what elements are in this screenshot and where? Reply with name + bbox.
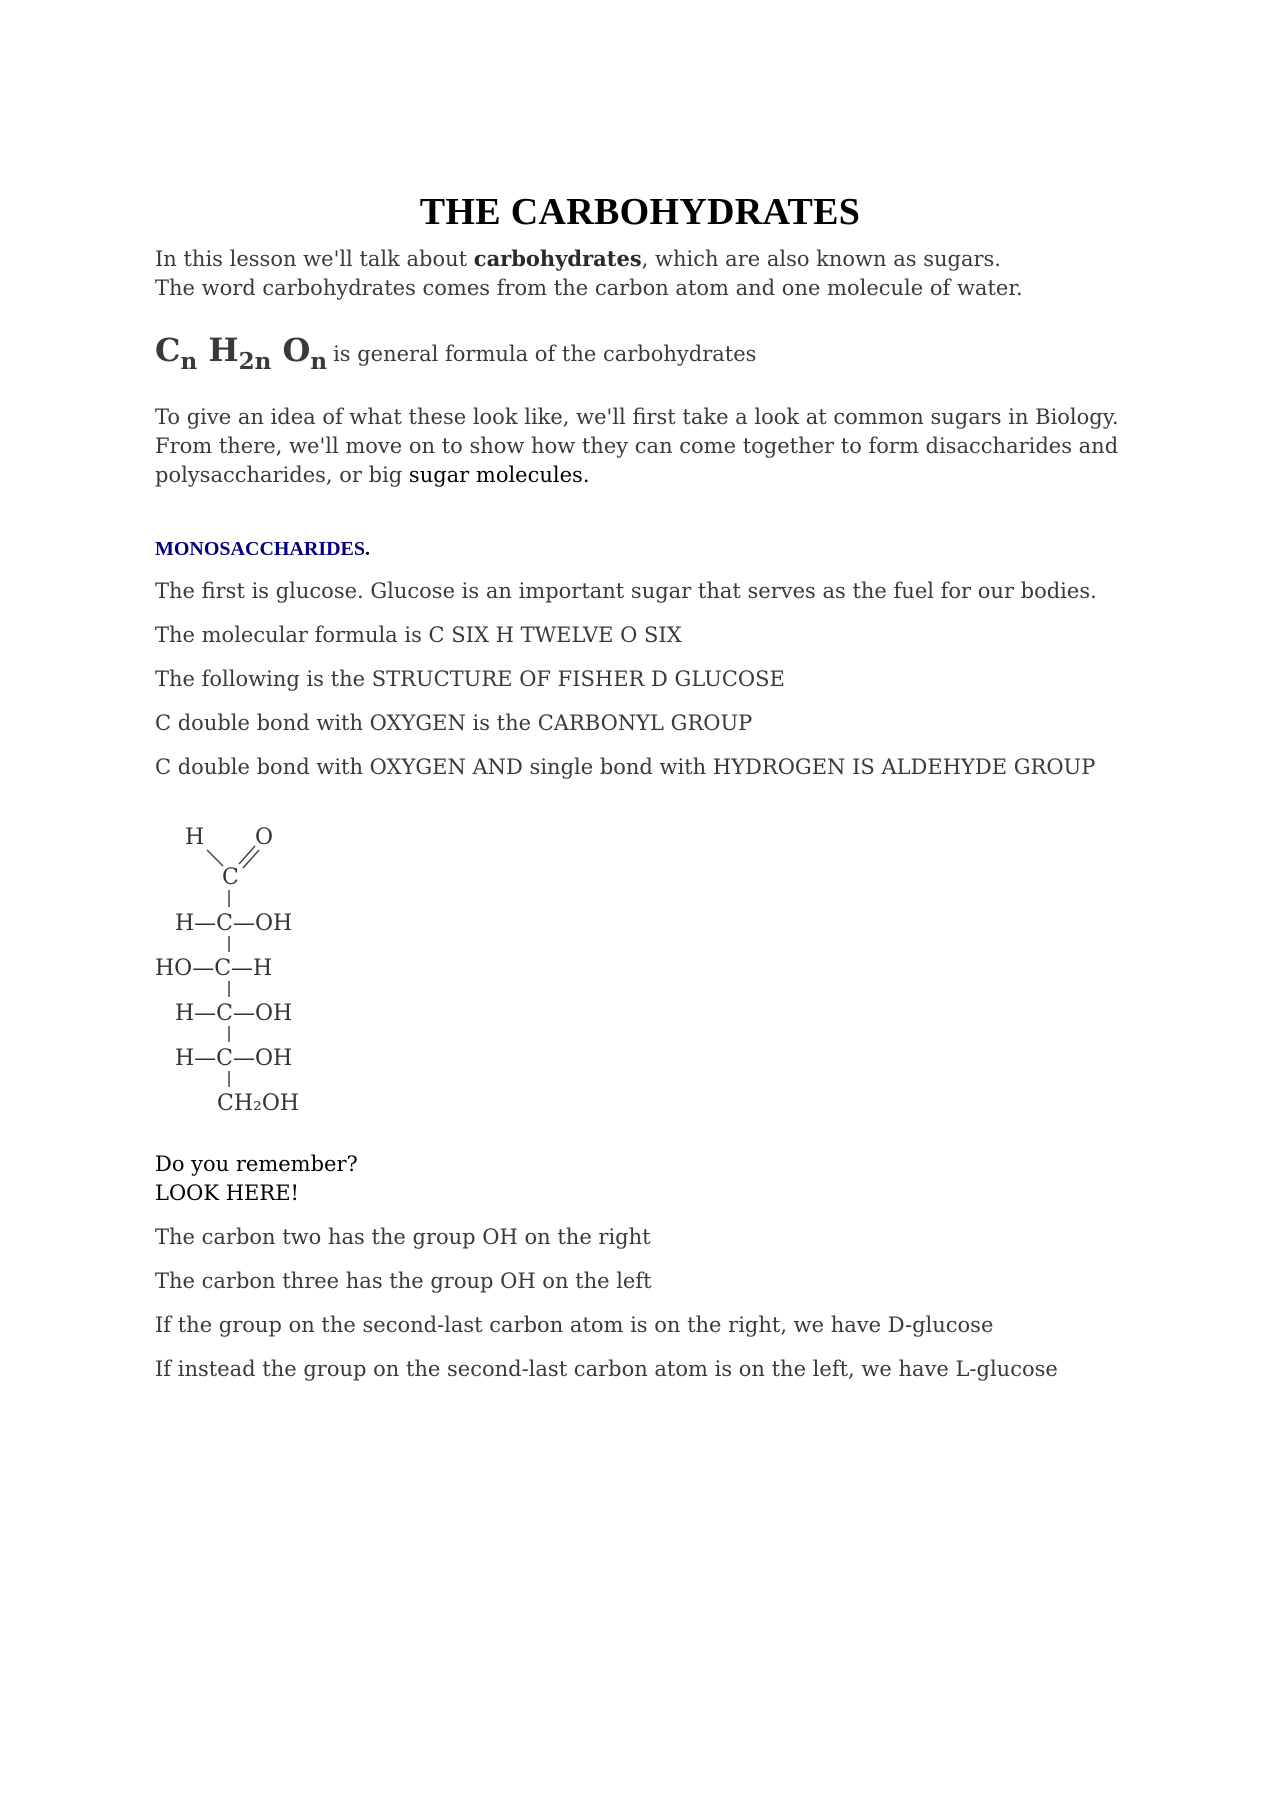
page-title: THE CARBOHYDRATES (419, 191, 861, 233)
general-formula-line (155, 331, 1125, 375)
structure-row-c2: H—C—OH (175, 911, 293, 936)
structure-row-c4: H—C—OH (175, 1001, 293, 1026)
monosaccharides-heading (155, 538, 1125, 561)
overview-line-1: To give an idea of what these look like, we'll first take a look at common sugars in Biology. (155, 405, 1119, 429)
intro-line-2: The word carbohydrates comes from the carbon atom and one molecule of water. (155, 276, 1023, 300)
structure-o-top: O (255, 825, 274, 850)
aldehyde-group-text: C double bond with OXYGEN AND single bond with HYDROGEN IS ALDEHYDE GROUP (155, 755, 1096, 779)
intro-text-end: , which are also known as sugars. (641, 247, 1001, 271)
formula-o: O (282, 331, 311, 369)
formula-c: C (155, 331, 181, 369)
overview-line-2-start: From there, we'll move on to show how they can come together to form disaccharides and polysaccharides, or big (155, 434, 1119, 487)
remember-block (155, 1150, 1125, 1208)
h-c-bond (207, 850, 223, 866)
fischer-glucose-structure (155, 822, 335, 1122)
carbonyl-group-text: C double bond with OXYGEN is the CARBONYL GROUP (155, 711, 753, 735)
general-formula (155, 331, 327, 375)
monosaccharides-heading-text: MONOSACCHARIDES (155, 538, 366, 560)
c-o-double-bond-1 (239, 846, 255, 864)
formula-description: is general formula of the carbohydrates (333, 342, 757, 366)
structure-row-c5: H—C—OH (175, 1046, 293, 1071)
d-glucose-text: If the group on the second-last carbon atom is on the right, we have D-glucose (155, 1313, 994, 1337)
formula-h: H (208, 331, 239, 369)
overview-line-2-end: . (582, 463, 590, 487)
formula-c-subscript: n (180, 348, 198, 375)
fisher-structure-text: The following is the STRUCTURE OF FISHER D GLUCOSE (155, 667, 785, 691)
intro-text-start: In this lesson we'll talk about (155, 247, 474, 271)
structure-h-top: H (185, 825, 205, 850)
overview-paragraph (155, 403, 1125, 490)
l-glucose-text: If instead the group on the second-last carbon atom is on the left, we have L-glucose (155, 1357, 1058, 1381)
intro-paragraph (155, 244, 1125, 303)
formula-o-subscript: n (310, 348, 328, 375)
glucose-intro: The first is glucose. Glucose is an important sugar that serves as the fuel for our bodies. (155, 579, 1097, 603)
document-page (155, 190, 1125, 1384)
sugar-molecules-link[interactable]: sugar molecules (408, 463, 583, 487)
structure-c1: C (222, 865, 239, 890)
c-o-double-bond-2 (243, 850, 259, 868)
remember-question: Do you remember? (155, 1152, 358, 1176)
intro-bold-term: carbohydrates (473, 246, 642, 271)
molecular-formula-text: The molecular formula is C SIX H TWELVE O SIX (155, 623, 682, 647)
formula-h-subscript: 2n (238, 348, 272, 375)
carbon-three-text: The carbon three has the group OH on the left (155, 1269, 652, 1293)
structure-ch2oh: CH₂OH (217, 1091, 300, 1116)
carbon-two-text: The carbon two has the group OH on the right (155, 1225, 651, 1249)
look-here-text: LOOK HERE! (155, 1181, 299, 1205)
heading-period: . (365, 538, 371, 560)
structure-row-c3: HO—C—H (155, 956, 273, 981)
